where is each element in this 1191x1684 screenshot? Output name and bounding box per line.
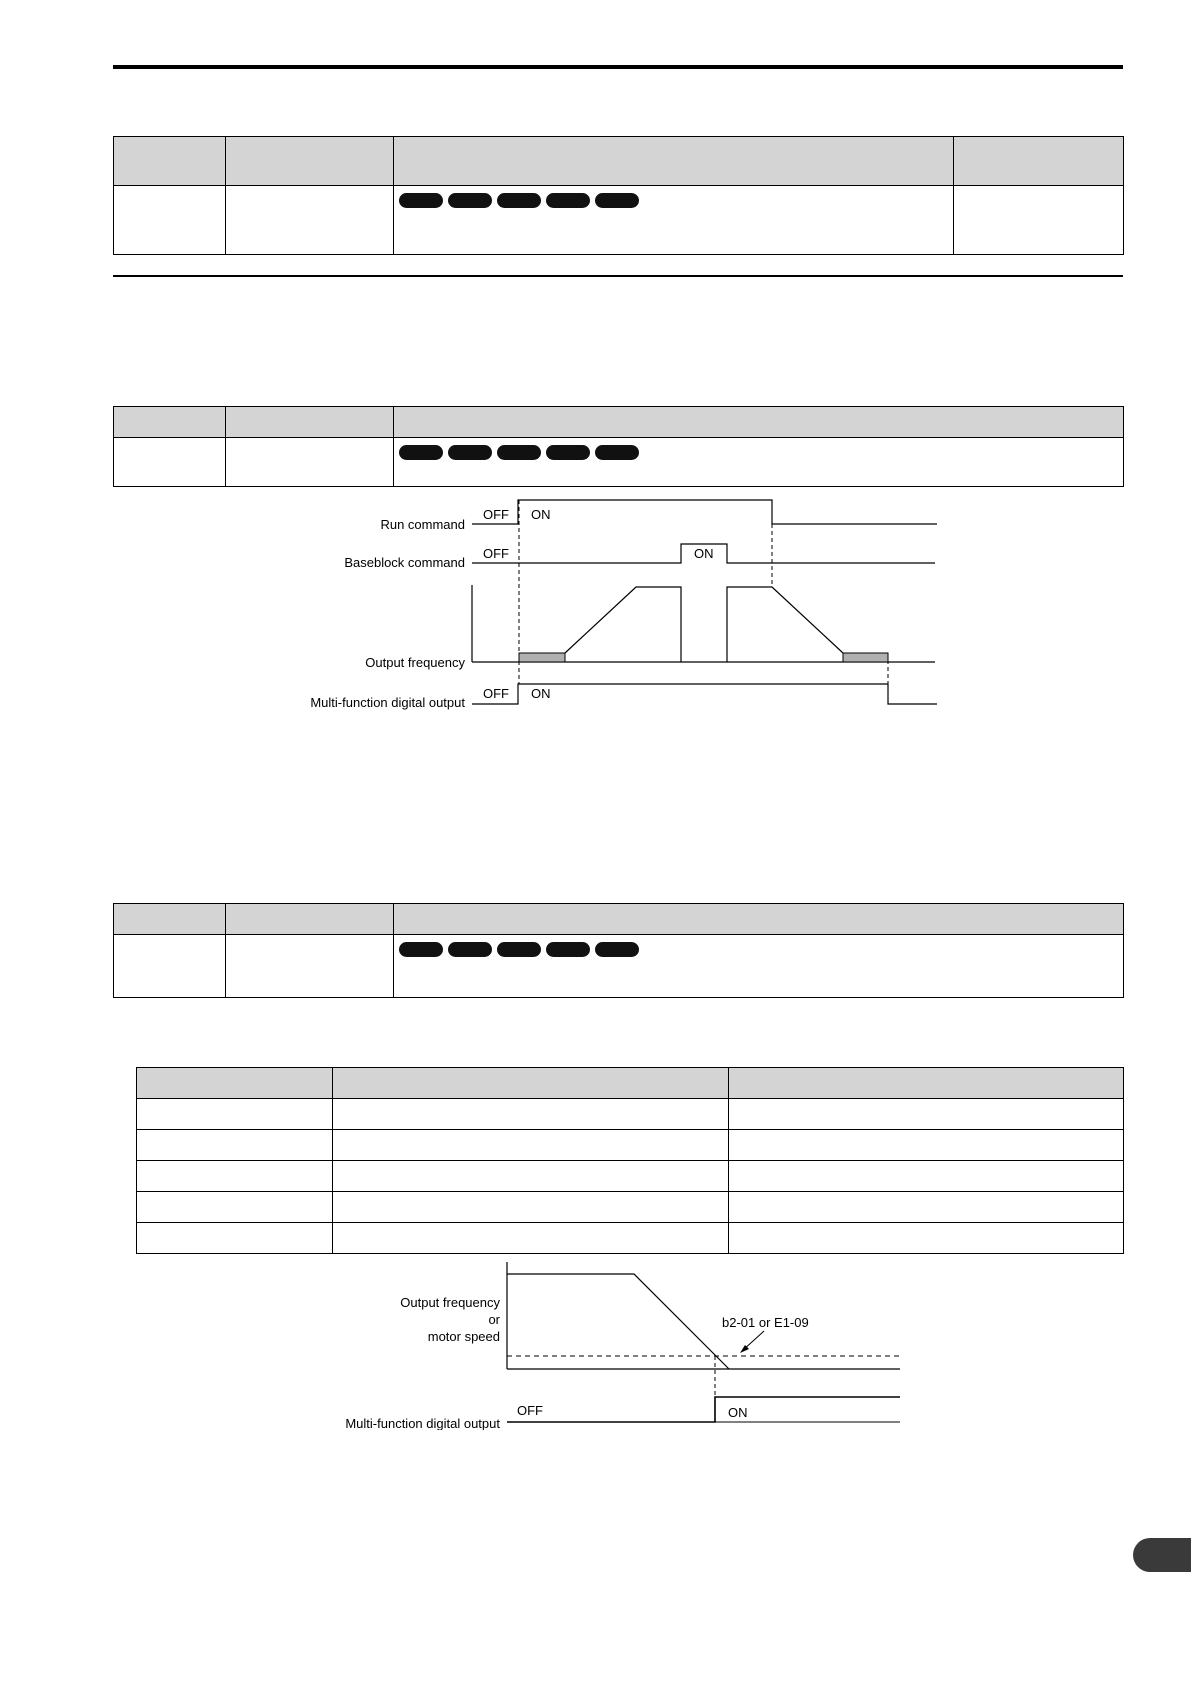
table-row — [137, 1192, 1124, 1223]
mode-badge — [399, 445, 443, 460]
mf-output-on-label: ON — [728, 1405, 748, 1420]
mode-badge — [399, 193, 443, 208]
header-cell — [226, 904, 394, 935]
mode-badge — [595, 445, 639, 460]
table-cell — [333, 1099, 729, 1130]
frequency-accel-segment — [565, 587, 681, 662]
header-cell — [954, 137, 1124, 186]
mf-output-on-label: ON — [531, 686, 551, 701]
frequency-decel-segment — [727, 587, 843, 662]
header-cell — [114, 407, 226, 438]
mode-badge — [497, 193, 541, 208]
header-cell — [114, 904, 226, 935]
run-on-label: ON — [531, 507, 551, 522]
table-cell — [729, 1099, 1124, 1130]
motor-speed-label: motor speed — [427, 1329, 500, 1344]
control-method-table — [136, 1067, 1124, 1254]
baseblock-off-label: OFF — [483, 546, 509, 561]
mode-badge — [595, 942, 639, 957]
header-cell — [394, 904, 1124, 935]
table-row — [137, 1130, 1124, 1161]
mf-output-label: Multi-function digital output — [345, 1416, 500, 1430]
table-cell — [729, 1161, 1124, 1192]
mode-badge — [546, 445, 590, 460]
output-frequency-label: Output frequency — [365, 655, 465, 670]
header-cell — [137, 1068, 333, 1099]
table-cell — [137, 1192, 333, 1223]
table-cell — [114, 186, 226, 255]
run-off-label: OFF — [483, 507, 509, 522]
table-header-row — [137, 1068, 1124, 1099]
mf-output-signal — [507, 1397, 900, 1422]
header-cell — [114, 137, 226, 186]
header-cell — [394, 137, 954, 186]
table-cell — [137, 1099, 333, 1130]
mode-badge — [497, 445, 541, 460]
dc-injection-start-block — [519, 653, 565, 662]
chapter-tab — [1133, 1538, 1191, 1572]
mode-badge — [546, 193, 590, 208]
mf-output-off-label: OFF — [483, 686, 509, 701]
parameter-table-3 — [113, 903, 1124, 998]
baseblock-timing-diagram — [0, 490, 1191, 720]
mode-badge — [595, 193, 639, 208]
table-cell — [137, 1161, 333, 1192]
control-mode-badges — [394, 935, 1124, 998]
header-cell — [729, 1068, 1124, 1099]
table-header-row — [114, 137, 1124, 186]
header-cell — [226, 137, 394, 186]
table-row — [114, 438, 1124, 487]
parameter-table-2 — [113, 406, 1124, 487]
mf-output-off-label: OFF — [517, 1403, 543, 1418]
dc-injection-stop-block — [843, 653, 888, 662]
table-cell — [137, 1130, 333, 1161]
table-cell — [729, 1192, 1124, 1223]
table-row — [137, 1161, 1124, 1192]
table-cell — [226, 186, 394, 255]
table-cell — [333, 1223, 729, 1254]
table-row — [137, 1099, 1124, 1130]
table-cell — [333, 1161, 729, 1192]
header-cell — [226, 407, 394, 438]
mode-badge — [497, 942, 541, 957]
header-cell — [333, 1068, 729, 1099]
table-cell — [333, 1130, 729, 1161]
table-row — [137, 1223, 1124, 1254]
table-cell — [729, 1130, 1124, 1161]
output-frequency-label: Output frequency — [400, 1295, 500, 1310]
control-mode-badges — [394, 186, 954, 255]
table-cell — [137, 1223, 333, 1254]
mf-output-label: Multi-function digital output — [310, 695, 465, 710]
table-row — [114, 935, 1124, 998]
table-cell — [114, 935, 226, 998]
mode-badge — [448, 942, 492, 957]
baseblock-on-label: ON — [694, 546, 714, 561]
table-cell — [114, 438, 226, 487]
table-row — [114, 186, 1124, 255]
header-cell — [394, 407, 1124, 438]
baseblock-command-label: Baseblock command — [344, 555, 465, 570]
table-header-row — [114, 904, 1124, 935]
mode-badge — [546, 942, 590, 957]
parameter-table-1 — [113, 136, 1124, 255]
table-cell — [226, 935, 394, 998]
zero-speed-timing-diagram — [0, 1255, 1191, 1430]
table-header-row — [114, 407, 1124, 438]
speed-decel-curve — [507, 1274, 729, 1369]
table-cell — [954, 186, 1124, 255]
mode-badge — [448, 445, 492, 460]
mode-badge — [399, 942, 443, 957]
threshold-label: b2-01 or E1-09 — [722, 1315, 809, 1330]
section-rule — [113, 275, 1123, 277]
header-rule — [113, 65, 1123, 69]
mode-badge — [448, 193, 492, 208]
table-cell — [333, 1192, 729, 1223]
control-mode-badges — [394, 438, 1124, 487]
or-label: or — [488, 1312, 500, 1327]
table-cell — [226, 438, 394, 487]
run-command-label: Run command — [380, 517, 465, 532]
table-cell — [729, 1223, 1124, 1254]
